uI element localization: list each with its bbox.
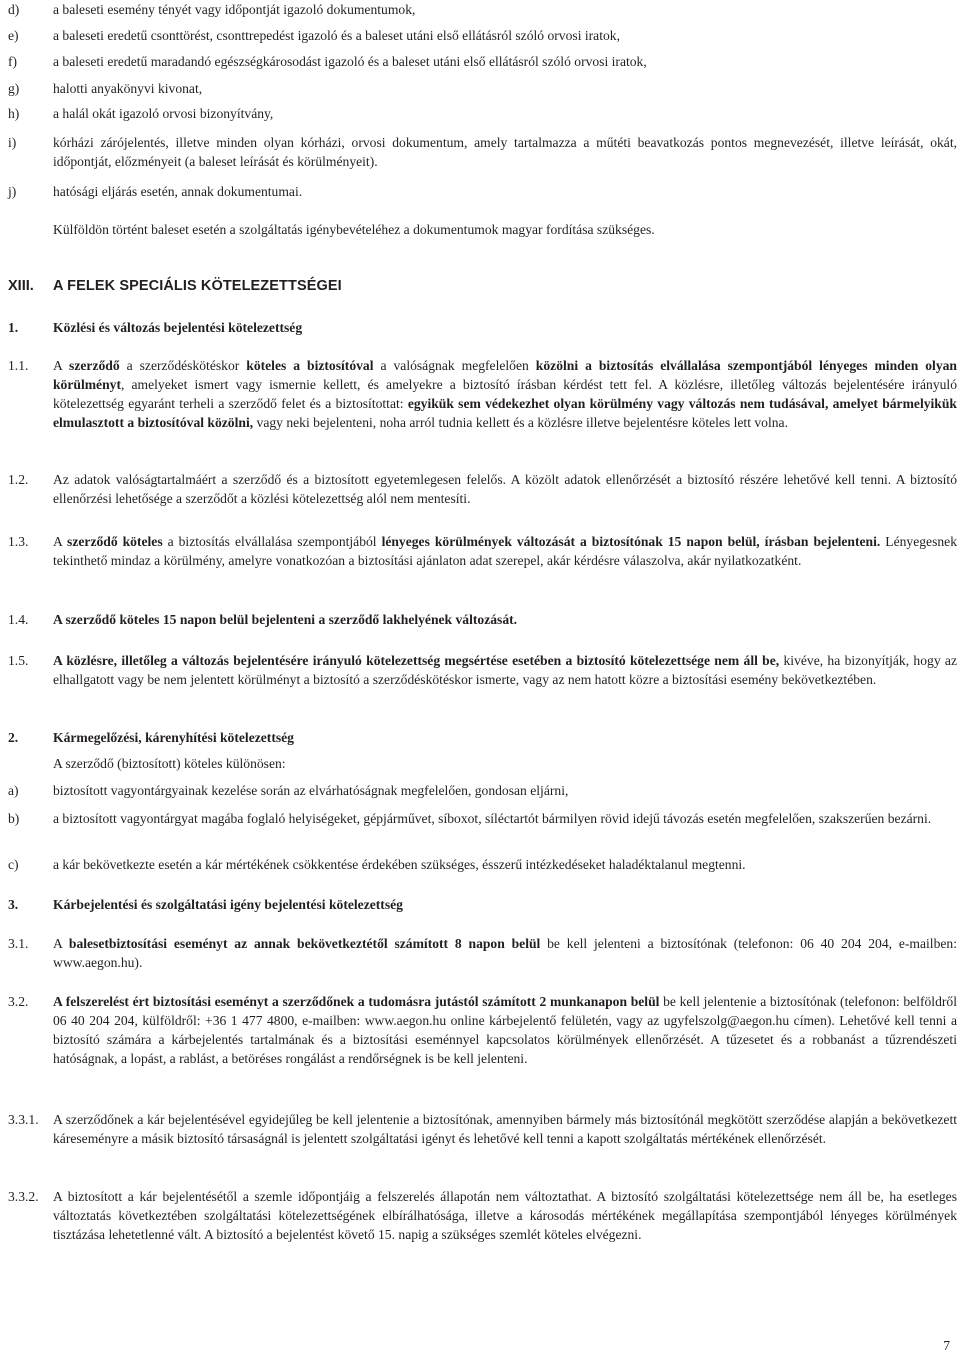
- list-text: a halál okát igazoló orvosi bizonyítvány,: [53, 106, 274, 121]
- section-title: Kárbejelentési és szolgáltatási igény bejelentési kötelezettség: [53, 897, 403, 912]
- text-run: kivéve, ha bizonyítják, hogy az elhallgatott vagy be nem jelentett körülményt a biztosító a szerződéskötéskor ismerte, vagy az nem hatott közre a biztosítási esemény bekövetkeztében.: [53, 653, 957, 687]
- list-text: a baleseti eredetű csonttörést, csonttrepedést igazoló és a baleset utáni első ellátásról szóló orvosi iratok,: [53, 28, 620, 43]
- foreign-note: Külföldön történt baleset esetén a szolgáltatás igénybevételéhez a dokumentumok magyar fordítása szükséges.: [53, 222, 655, 237]
- paragraph-1-3: [53, 532, 957, 570]
- paragraph-1-2: Az adatok valóságtartalmáért a szerződő és a biztosított egyetemlegesen felelős. A közölt adatok ellenőrzését a biztosító részére lehetővé kell tenni. A biztosító ellenőrzési lehetősége a szerződőt a közlési kötelezettség alól nem mentesíti.: [53, 472, 957, 506]
- section-title: Közlési és változás bejelentési kötelezettség: [53, 320, 303, 335]
- text-run-bold: közölni a biztosítás elvállalása szempontjából lényeges minden olyan körülményt: [53, 358, 957, 392]
- paragraph-number: 3.3.2.: [8, 1189, 39, 1204]
- list-label: f): [8, 54, 18, 69]
- text-run-bold: A közlésre, illetőleg a változás bejelentésére irányuló kötelezettség megsértése esetében a biztosító kötelezettsége nem áll be,: [53, 653, 780, 668]
- list-text: kórházi zárójelentés, illetve minden olyan kórházi, orvosi dokumentum, amely tartalmazza a műtéti beavatkozás pontos megnevezését, illetve leírását, okát, időpontját, előzményeit (a baleset leírását és körülményeit).: [53, 135, 957, 169]
- paragraph-number: 1.3.: [8, 534, 29, 549]
- list-label: g): [8, 81, 20, 96]
- section-title: Kármegelőzési, kárenyhítési kötelezettség: [53, 730, 294, 745]
- text-run: be kell jelentenie a biztosítónak (telefonon: belföldről 06 40 204 204, külföldről: +36 1 477 4800, e-mailben: www.aegon.hu online kárbejelentő felületén, vagy az ugyfelszolg@aegon.hu címen). Lehetővé kell tenni a biztosító számára a kárbejelentés tartalmának és a biztosítási eseménnyel kapcsolatos körülmények ellenőrzését. A tűzesetet és a robbanást a tűzrendészeti hatóságnak, a lopást, a rablást, a betöréses rongálást a rendőrségnek is be kell jelenteni.: [53, 994, 957, 1066]
- paragraph-number: 1.4.: [8, 612, 29, 627]
- paragraph-3-2: [53, 992, 957, 1068]
- list-text: a baleseti eredetű maradandó egészségkárosodást igazoló és a baleset utáni első ellátásról szóló orvosi iratok,: [53, 54, 647, 69]
- list-text: a kár bekövetkezte esetén a kár mértékének csökkentése érdekében szükséges, ésszerű intézkedéseket haladéktalanul megtenni.: [53, 857, 746, 872]
- page-number: 7: [943, 1338, 950, 1353]
- paragraph-1-4: A szerződő köteles 15 napon belül bejelenteni a szerződő lakhelyének változását.: [53, 612, 518, 627]
- text-run: vagy neki bejelenteni, noha arról tudnia kellett és a közlésre illetve bejelentésre köteles lett volna.: [253, 415, 788, 430]
- list-label: i): [8, 135, 17, 150]
- paragraph-3-1: [53, 934, 957, 972]
- paragraph-number: 1.5.: [8, 653, 29, 668]
- paragraph-3-3-1: A szerződőnek a kár bejelentésével egyidejűleg be kell jelentenie a biztosítónak, amennyiben bármely más biztosítónál megkötött szerződése alapján a bekövetkezett káreseményre a másik biztosító társaságnál is jelentett szolgáltatási igényt és lehetővé kell tenni a kapott szolgáltatás mértékének ellenőrzését.: [53, 1112, 957, 1146]
- text-run-bold: balesetbiztosítási eseményt az annak bekövetkeztétől számított 8 napon belül: [68, 936, 541, 951]
- paragraph-3-3-2: A biztosított a kár bejelentésétől a szemle időpontjáig a felszerelés állapotán nem változtathat. A biztosító szolgáltatási kötelezettsége nem áll be, ha esetleges változtatás következtében szolgáltatási kötelezettségének elbírálhatósága, illetve a károsodás mértékének megállapítása szempontjából lényeges körülmények tisztázása lehetetlenné vált. A biztosító a bejelentést követő 15. napig a szükséges szemlét köteles elvégezni.: [53, 1189, 957, 1242]
- list-label: c): [8, 857, 19, 872]
- list-label: h): [8, 106, 20, 121]
- text-run-bold: A felszerelést ért biztosítási eseményt a szerződőnek a tudomásra jutástól számított 2 munkanapon belül: [53, 994, 660, 1009]
- list-text: a biztosított vagyontárgyat magába foglaló helyiségeket, gépjárművet, síboxot, síléctartót bármilyen rövid idejű távozás esetén megfelelően, szakszerűen bezárni.: [53, 811, 932, 826]
- list-label: e): [8, 28, 19, 43]
- text-run: , amelyeket ismert vagy ismernie kellett, és amelyekre a biztosító írásban kérdést tett fel. A közlésre, illetőleg változás bejelentésére irányuló kötelezettség egyaránt terheli a szerződő felet és a biztosítottat:: [53, 377, 957, 411]
- list-label: b): [8, 811, 20, 826]
- text-run: a biztosítás elvállalása szempontjából: [162, 534, 382, 549]
- paragraph-number: 1.1.: [8, 358, 29, 373]
- text-run: a valóságnak megfelelően: [373, 358, 536, 373]
- text-run: A: [53, 358, 70, 373]
- text-run: a szerződéskötéskor: [119, 358, 247, 373]
- text-run-bold: egyikük sem védekezhet olyan körülmény vagy változás nem tudásával, amelyet bármelyikük elmulasztott a biztosítóval közölni,: [53, 396, 957, 430]
- text-run-bold: szerződő: [69, 358, 120, 373]
- text-run: Lényegesnek tekinthető mindaz a körülmény, amelyre vonatkozóan a biztosítási ajánlaton adat szerepel, akár kérdésre válaszolva, akár nyilatkozatként.: [53, 534, 957, 568]
- chapter-number: XIII.: [8, 278, 34, 294]
- list-label: a): [8, 783, 19, 798]
- text-run: A: [53, 936, 69, 951]
- list-label: d): [8, 2, 20, 17]
- paragraph-1-1: [53, 356, 957, 432]
- text-run-bold: lényeges körülmények változását a biztosítónak 15 napon belül, írásban bejelenteni.: [381, 534, 881, 549]
- paragraph-number: 3.1.: [8, 936, 29, 951]
- text-run: A: [53, 534, 68, 549]
- paragraph-number: 3.2.: [8, 994, 29, 1009]
- list-label: j): [8, 184, 17, 199]
- paragraph-number: 3.3.1.: [8, 1112, 39, 1127]
- paragraph-1-5: [53, 651, 957, 689]
- list-text: halotti anyakönyvi kivonat,: [53, 81, 203, 96]
- section-number: 2.: [8, 730, 19, 745]
- section-intro: A szerződő (biztosított) köteles különösen:: [53, 756, 286, 771]
- section-number: 3.: [8, 897, 19, 912]
- paragraph-number: 1.2.: [8, 472, 29, 487]
- list-text: hatósági eljárás esetén, annak dokumentumai.: [53, 184, 303, 199]
- text-run-bold: köteles a biztosítóval: [246, 358, 374, 373]
- text-run: be kell jelenteni a biztosítónak (telefonon: 06 40 204 204, e-mailben: www.aegon.hu).: [53, 936, 957, 970]
- list-text: biztosított vagyontárgyainak kezelése során az elvárhatóságnak megfelelően, gondosan eljárni,: [53, 783, 569, 798]
- section-number: 1.: [8, 320, 19, 335]
- list-text: a baleseti esemény tényét vagy időpontját igazoló dokumentumok,: [53, 2, 416, 17]
- chapter-title: A FELEK SPECIÁLIS KÖTELEZETTSÉGEI: [53, 278, 342, 294]
- text-run-bold: szerződő köteles: [67, 534, 163, 549]
